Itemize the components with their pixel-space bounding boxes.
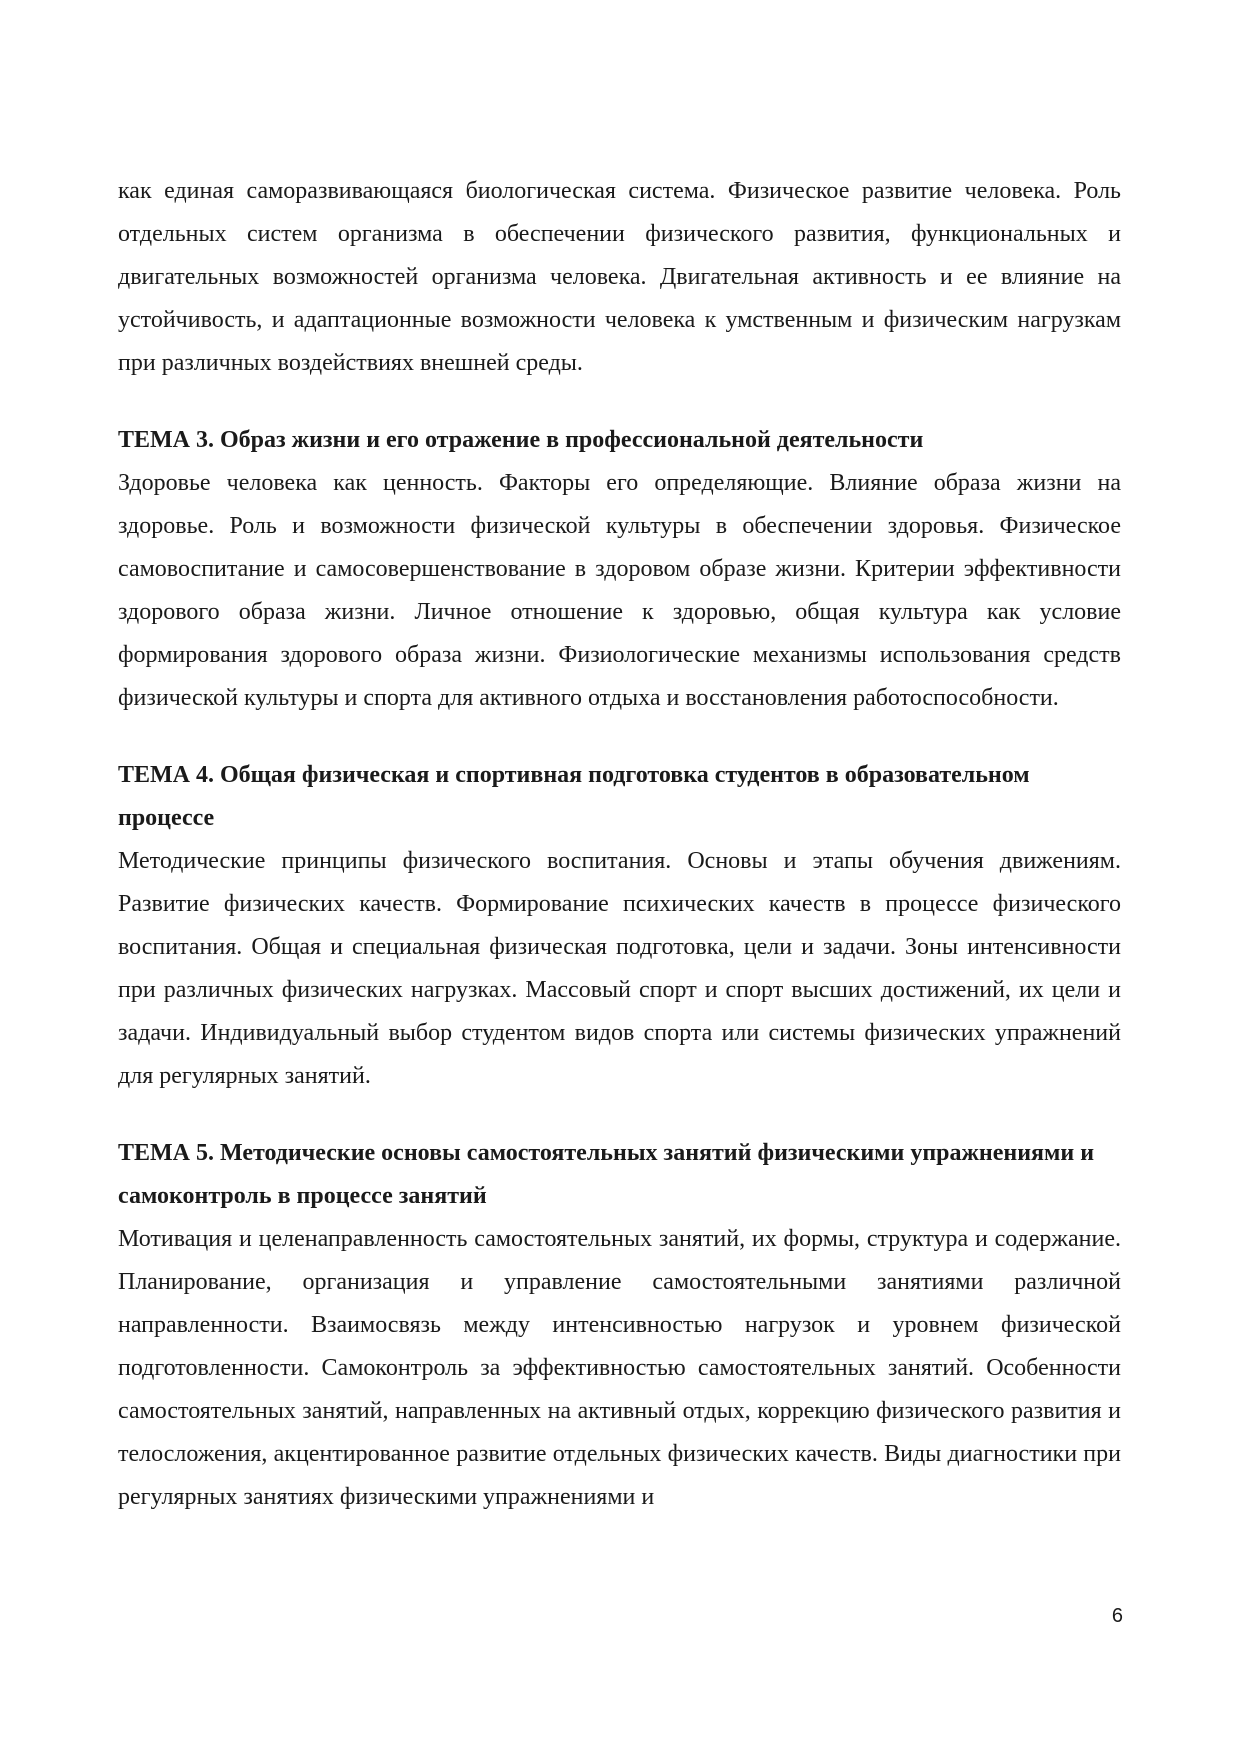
section-topic-4 bbox=[118, 754, 1121, 1098]
section-spacer bbox=[118, 385, 1121, 419]
page-number: 6 bbox=[1111, 1605, 1123, 1627]
section-heading: ТЕМА 5. Методические основы самостоятельных занятий физическими упражнениями и самоконтроль в процессе занятий bbox=[118, 1140, 1095, 1209]
section-heading: ТЕМА 4. Общая физическая и спортивная подготовка студентов в образовательном процессе bbox=[118, 762, 1030, 831]
intro-paragraph: как единая саморазвивающаяся биологическая система. Физическое развитие человека. Роль отдельных систем организма в обеспечении физического развития, функциональных и двигательных возможностей организма человека. Двигательная активность и ее влияние на устойчивость, и адаптационные возможности человека к умственным и физическим нагрузкам при различных воздействиях внешней среды. bbox=[118, 178, 1121, 376]
section-spacer bbox=[118, 1098, 1121, 1132]
section-topic-3 bbox=[118, 419, 1121, 720]
section-body: Методические принципы физического воспитания. Основы и этапы обучения движениям. Развитие физических качеств. Формирование психических качеств в процессе физического воспитания. Общая и специальная физическая подготовка, цели и задачи. Зоны интенсивности при различных физических нагрузках. Массовый спорт и спорт высших достижений, их цели и задачи. Индивидуальный выбор студентом видов спорта или системы физических упражнений для регулярных занятий. bbox=[118, 848, 1121, 1089]
section-spacer bbox=[118, 720, 1121, 754]
section-topic-5 bbox=[118, 1132, 1121, 1519]
section-body: Мотивация и целенаправленность самостоятельных занятий, их формы, структура и содержание. Планирование, организация и управление самостоятельными занятиями различной направленности. Взаимосвязь между интенсивностью нагрузок и уровнем физической подготовленности. Самоконтроль за эффективностью самостоятельных занятий. Особенности самостоятельных занятий, направленных на активный отдых, коррекцию физического развития и телосложения, акцентированное развитие отдельных физических качеств. Виды диагностики при регулярных занятиях физическими упражнениями и bbox=[118, 1226, 1121, 1510]
section-heading: ТЕМА 3. Образ жизни и его отражение в профессиональной деятельности bbox=[118, 427, 924, 453]
section-body: Здоровье человека как ценность. Факторы его определяющие. Влияние образа жизни на здоровье. Роль и возможности физической культуры в обеспечении здоровья. Физическое самовоспитание и самосовершенствование в здоровом образе жизни. Критерии эффективности здорового образа жизни. Личное отношение к здоровью, общая культура как условие формирования здорового образа жизни. Физиологические механизмы использования средств физической культуры и спорта для активного отдыха и восстановления работоспособности. bbox=[118, 470, 1121, 711]
page-content bbox=[118, 170, 1121, 1519]
